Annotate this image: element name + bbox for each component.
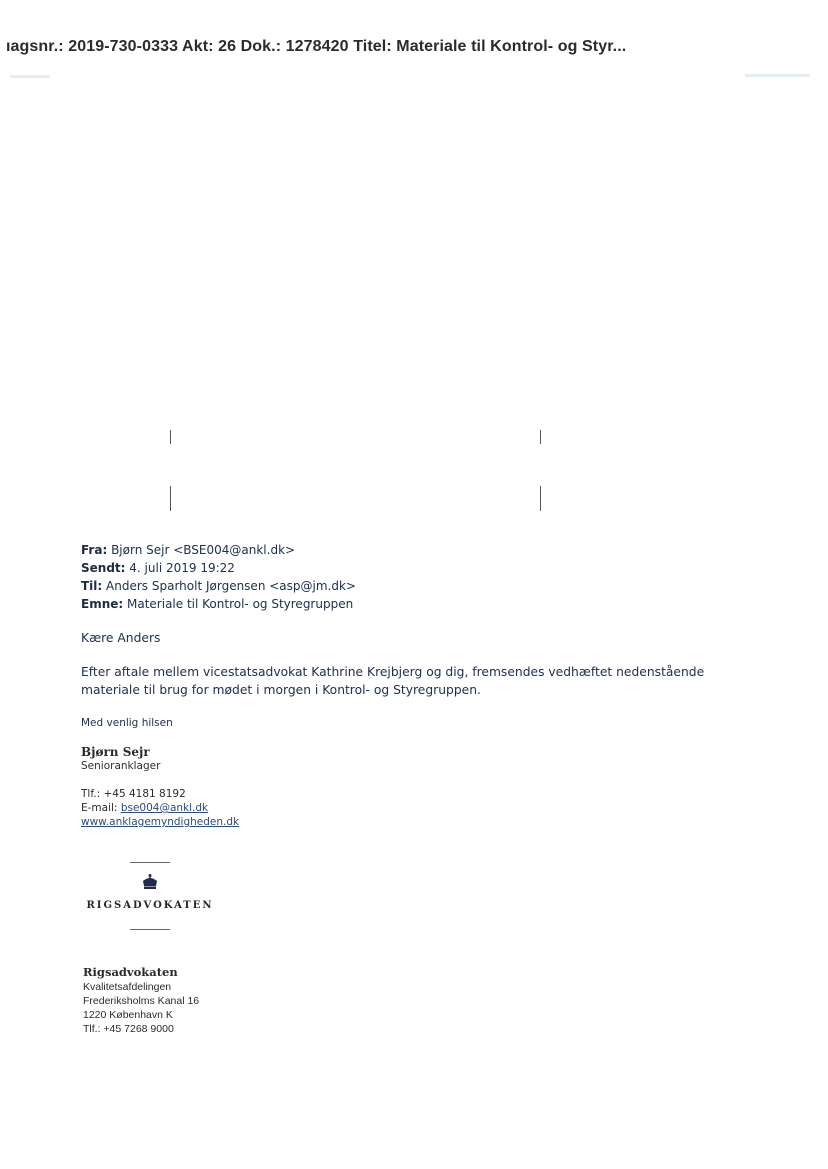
body-line: materiale til brug for mødet i morgen i Kontrol- og Styregruppen. — [81, 683, 481, 697]
signature-name: Bjørn Sejr — [81, 745, 150, 759]
address-phone: Tlf.: +45 7268 9000 — [83, 1023, 174, 1035]
logo-rule-top — [130, 862, 170, 863]
address-street: Frederiksholms Kanal 16 — [83, 995, 200, 1007]
subject-value: Materiale til Kontrol- og Styregruppen — [127, 597, 354, 611]
divider-mark — [540, 430, 541, 444]
email-label: E-mail: — [81, 802, 118, 814]
case-header: ıagsnr.: 2019-730-0333 Akt: 26 Dok.: 1278420 Titel: Materiale til Kontrol- og Styr... — [6, 38, 627, 55]
greeting: Kære Anders — [81, 631, 161, 645]
signature-phone: Tlf.: +45 4181 8192 — [81, 788, 186, 800]
scan-artifact — [10, 75, 50, 78]
divider-mark — [170, 430, 171, 444]
body-paragraph — [81, 663, 761, 699]
address-city: 1220 København K — [83, 1009, 173, 1021]
website-link[interactable]: www.anklagemyndigheden.dk — [81, 816, 240, 828]
to-line — [81, 577, 761, 595]
logo-rule-bottom — [130, 929, 170, 930]
website-line — [81, 815, 761, 829]
sent-line — [81, 559, 761, 577]
body-line: Efter aftale mellem vicestatsadvokat Kathrine Krejbjerg og dig, fremsendes vedhæftet nedenstående — [81, 665, 705, 679]
address-block — [83, 965, 199, 1036]
logo-text: RIGSADVOKATEN — [86, 900, 214, 911]
sent-label: Sendt: — [81, 561, 126, 575]
address-dept: Kvalitetsafdelingen — [83, 981, 172, 993]
email-link[interactable]: bse004@ankl.dk — [120, 802, 209, 814]
subject-label: Emne: — [81, 597, 124, 611]
signature-email-line — [81, 801, 761, 815]
crown-icon — [141, 873, 159, 891]
signature-title: Senioranklager — [81, 760, 161, 772]
subject-line — [81, 595, 761, 613]
rigsadvokaten-logo — [85, 862, 215, 930]
scan-artifact — [745, 74, 810, 77]
email-message — [81, 541, 761, 829]
address-org: Rigsadvokaten — [83, 965, 178, 979]
to-label: Til: — [81, 579, 103, 593]
sent-value: 4. juli 2019 19:22 — [129, 561, 235, 575]
divider-mark — [170, 486, 171, 511]
from-line — [81, 541, 761, 559]
divider-mark — [540, 486, 541, 511]
to-value: Anders Sparholt Jørgensen <asp@jm.dk> — [106, 579, 356, 593]
from-value: Bjørn Sejr <BSE004@ankl.dk> — [111, 543, 296, 557]
closing: Med venlig hilsen — [81, 717, 173, 729]
from-label: Fra: — [81, 543, 108, 557]
